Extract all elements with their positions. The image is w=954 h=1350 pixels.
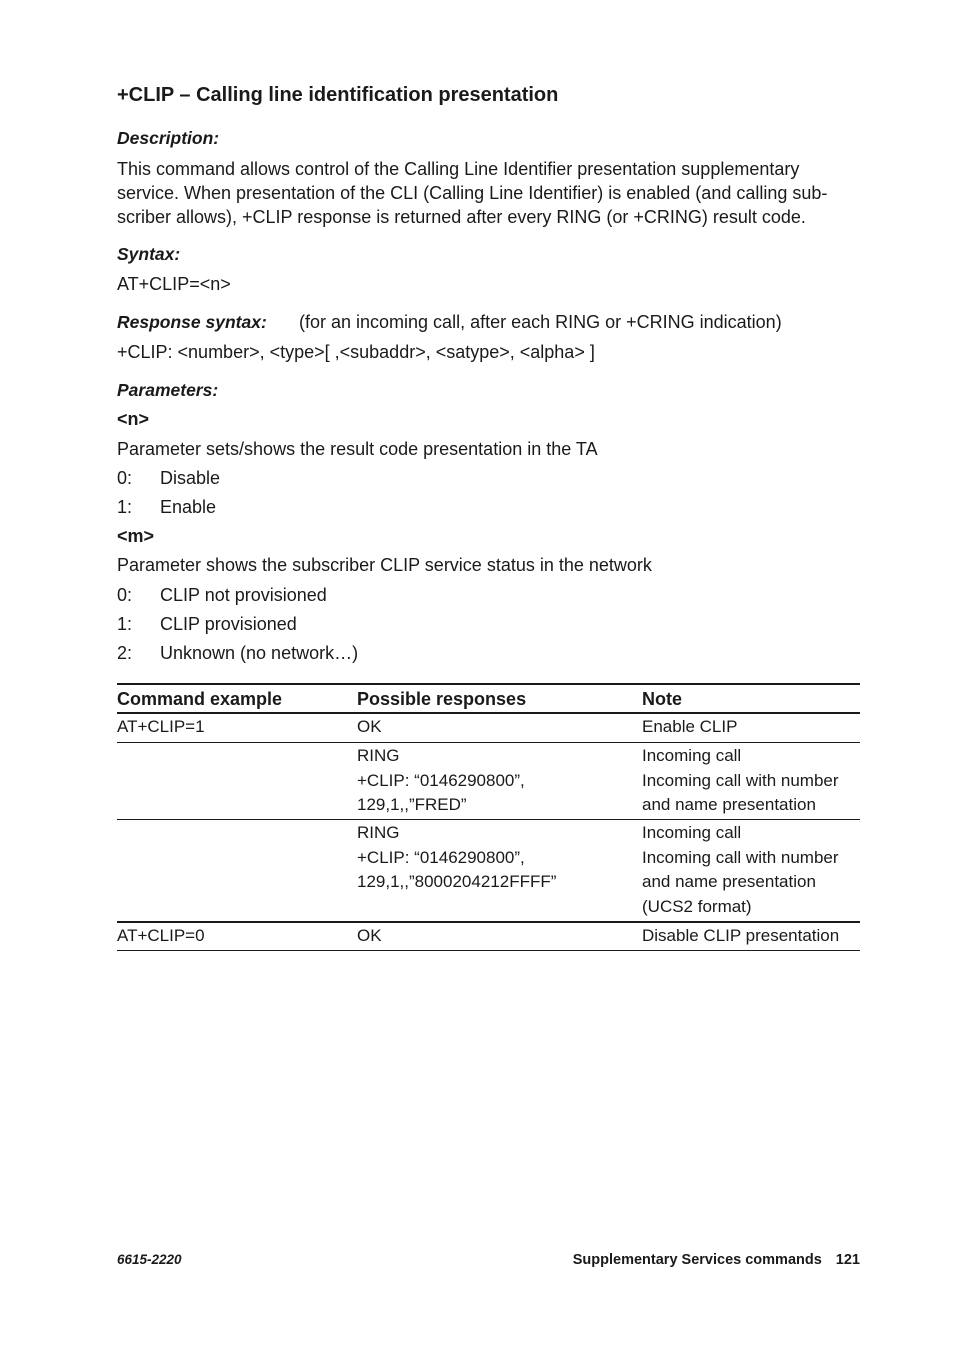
note-line: Incoming call bbox=[642, 823, 742, 842]
response-line: OK bbox=[357, 717, 382, 736]
option-key: 0: bbox=[117, 468, 133, 488]
table-row-rule bbox=[117, 742, 860, 743]
note-line: and name presentation bbox=[642, 872, 816, 891]
table-cell-note bbox=[642, 715, 737, 740]
description-line: scriber allows), +CLIP response is returned after every RING (or +CRING) result code. bbox=[117, 207, 806, 227]
footer-doc-number: 6615-2220 bbox=[117, 1252, 182, 1267]
note-line: Incoming call with number bbox=[642, 770, 839, 790]
response-line: 129,1,,”8000204212FFFF” bbox=[357, 872, 557, 891]
option-value: CLIP provisioned bbox=[160, 614, 297, 634]
option-key: 1: bbox=[117, 497, 133, 517]
table-cell-responses bbox=[357, 821, 556, 895]
table-cell-note bbox=[642, 821, 839, 919]
description-line: service. When presentation of the CLI (Calling Line Identifier) is enabled (and calling sub- bbox=[117, 183, 828, 203]
table-cell-note bbox=[642, 744, 839, 818]
table-cell-responses bbox=[357, 744, 525, 818]
parameters-label: Parameters: bbox=[117, 380, 219, 400]
syntax-value: AT+CLIP=<n> bbox=[117, 274, 231, 294]
table-cell-responses bbox=[357, 924, 382, 949]
param-option bbox=[117, 643, 358, 664]
table-header-rule bbox=[117, 712, 860, 714]
table-cell-responses bbox=[357, 715, 382, 740]
response-syntax-hint: (for an incoming call, after each RING or +CRING indication) bbox=[299, 312, 782, 332]
option-value: Enable bbox=[160, 497, 217, 517]
response-line: 129,1,,”FRED” bbox=[357, 795, 467, 814]
note-line: Disable CLIP presentation bbox=[642, 926, 840, 945]
option-key: 1: bbox=[117, 614, 133, 634]
description-paragraph bbox=[117, 157, 860, 229]
note-line: Incoming call with number bbox=[642, 847, 839, 867]
footer-section bbox=[573, 1252, 860, 1268]
param-m-description: Parameter shows the subscriber CLIP service status in the network bbox=[117, 555, 652, 575]
table-bottom-rule bbox=[117, 950, 860, 951]
option-value: Disable bbox=[160, 468, 221, 488]
description-line: This command allows control of the Calling Line Identifier presentation supplementary bbox=[117, 159, 800, 179]
response-line: RING bbox=[357, 746, 400, 765]
syntax-label: Syntax: bbox=[117, 244, 181, 264]
param-n-description: Parameter sets/shows the result code presentation in the TA bbox=[117, 439, 598, 459]
response-line: RING bbox=[357, 823, 400, 842]
option-key: 0: bbox=[117, 585, 133, 605]
note-line: and name presentation bbox=[642, 795, 816, 814]
table-top-rule bbox=[117, 683, 860, 685]
table-header-command: Command example bbox=[117, 689, 283, 709]
table-cell-command: AT+CLIP=1 bbox=[117, 717, 205, 736]
table-section-rule bbox=[117, 921, 860, 923]
param-m-name: <m> bbox=[117, 526, 155, 546]
note-line: Enable CLIP bbox=[642, 717, 738, 736]
param-option bbox=[117, 468, 220, 489]
option-value: Unknown (no network…) bbox=[160, 643, 359, 663]
table-cell-command: AT+CLIP=0 bbox=[117, 926, 205, 945]
option-value: CLIP not provisioned bbox=[160, 585, 327, 605]
param-option bbox=[117, 614, 297, 635]
response-syntax-value: +CLIP: <number>, <type>[ ,<subaddr>, <satype>, <alpha> ] bbox=[117, 342, 595, 362]
table-header-responses: Possible responses bbox=[357, 689, 527, 709]
table-cell-note bbox=[642, 924, 839, 949]
param-option bbox=[117, 497, 216, 518]
response-line: OK bbox=[357, 926, 382, 945]
table-header-note: Note bbox=[642, 689, 682, 709]
response-line: +CLIP: “0146290800”, bbox=[357, 847, 525, 867]
option-key: 2: bbox=[117, 643, 133, 663]
table-row-rule bbox=[117, 819, 860, 820]
footer-section-title: Supplementary Services commands bbox=[572, 1252, 822, 1268]
description-label: Description: bbox=[117, 128, 220, 148]
section-title: +CLIP – Calling line identification presentation bbox=[117, 84, 559, 106]
page-number: 121 bbox=[835, 1252, 860, 1268]
response-line: +CLIP: “0146290800”, bbox=[357, 770, 525, 790]
note-line: Incoming call bbox=[642, 746, 742, 765]
param-option bbox=[117, 585, 327, 606]
response-syntax-label: Response syntax: bbox=[117, 312, 267, 332]
note-line: (UCS2 format) bbox=[642, 896, 752, 916]
param-n-name: <n> bbox=[117, 409, 150, 429]
